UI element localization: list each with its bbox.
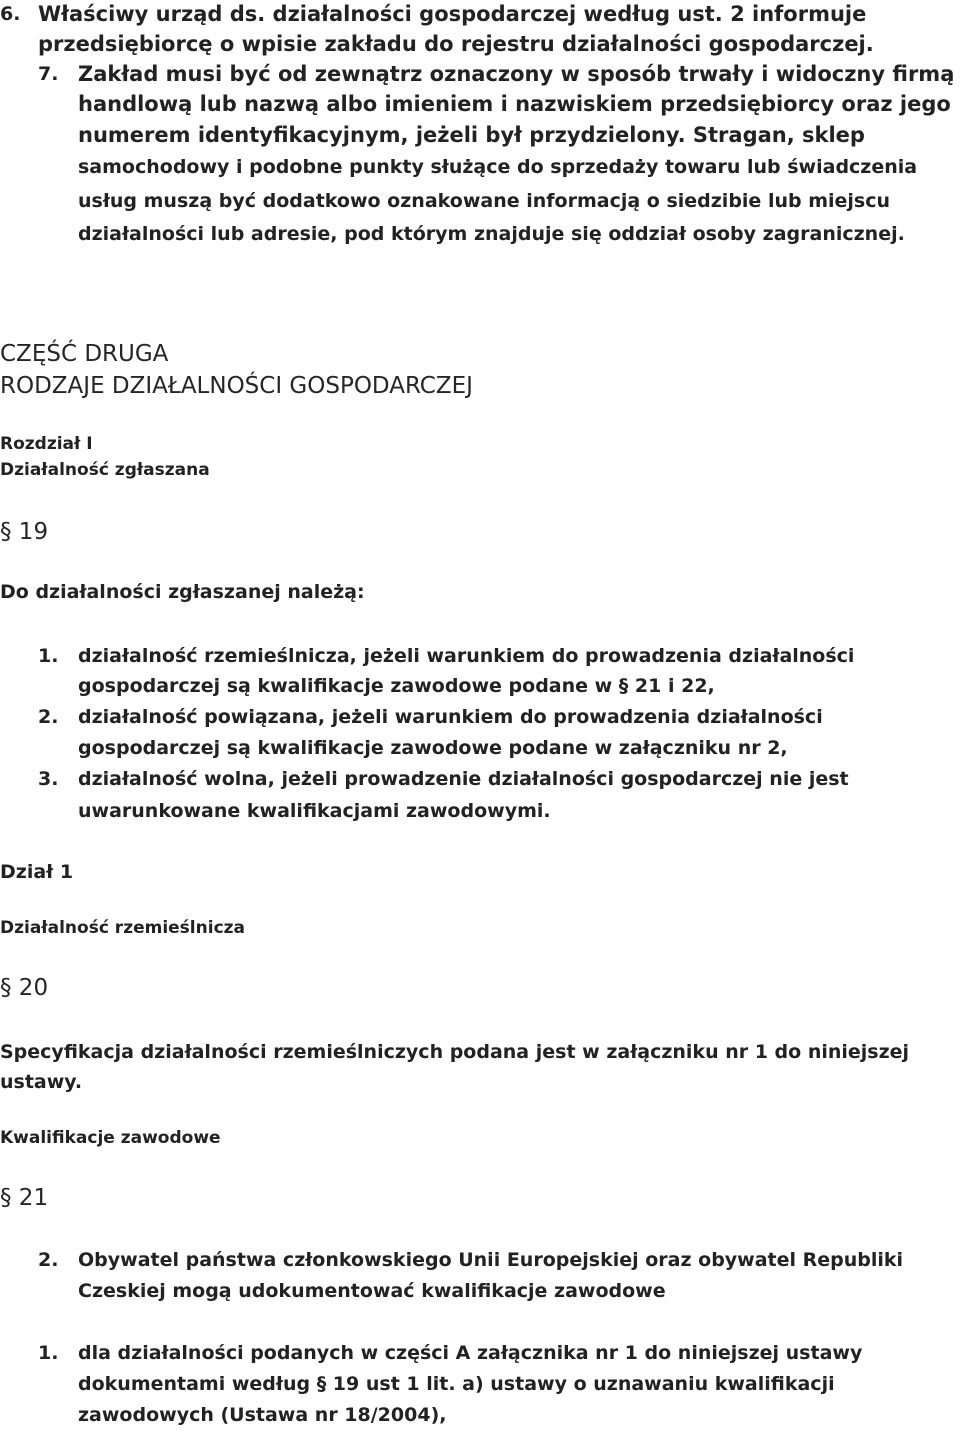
- section-21-item-2-line-2: Czeskiej mogą udokumentować kwalifikacje zawodowe: [78, 1280, 666, 1302]
- part-title: CZĘŚĆ DRUGA: [0, 341, 169, 367]
- item-7-line-5: usług muszą być dodatkowo oznakowane informacją o siedzibie lub miejscu: [78, 190, 890, 212]
- item-6-line-2: przedsiębiorcę o wpisie zakładu do rejestru działalności gospodarczej.: [38, 32, 874, 56]
- part-subtitle: RODZAJE DZIAŁALNOŚCI GOSPODARCZEJ: [0, 373, 473, 399]
- section-19-item-2-line-1: działalność powiązana, jeżeli warunkiem do prowadzenia działalności: [78, 706, 823, 728]
- section-21-label: § 21: [0, 1185, 49, 1211]
- section-19-item-1-number: 1.: [38, 645, 59, 667]
- item-7-number: 7.: [38, 63, 59, 85]
- section-21-item-1-number: 1.: [38, 1342, 59, 1364]
- section-19-lead: Do działalności zgłaszanej należą:: [0, 581, 365, 603]
- item-6-line-1: Właściwy urząd ds. działalności gospodarczej według ust. 2 informuje: [38, 2, 867, 26]
- section-19-label: § 19: [0, 519, 49, 545]
- section-20-label: § 20: [0, 975, 49, 1001]
- section-21-item-1-line-2: dokumentami według § 19 ust 1 lit. a) ustawy o uznawaniu kwalifikacji: [78, 1373, 835, 1395]
- section-21-item-1-line-1: dla działalności podanych w części A załącznika nr 1 do niniejszej ustawy: [78, 1342, 863, 1364]
- qualifications-title: Kwalifikacje zawodowe: [0, 1128, 221, 1148]
- section-19-item-3-line-2: uwarunkowane kwalifikacjami zawodowymi.: [78, 800, 551, 822]
- item-7-line-4: samochodowy i podobne punkty służące do sprzedaży towaru lub świadczenia: [78, 156, 918, 178]
- item-7-line-1: Zakład musi być od zewnątrz oznaczony w sposób trwały i widoczny firmą: [78, 62, 955, 86]
- section-21-item-1-line-3: zawodowych (Ustawa nr 18/2004),: [78, 1404, 447, 1426]
- section-19-item-2-line-2: gospodarczej są kwalifikacje zawodowe podane w załączniku nr 2,: [78, 737, 788, 759]
- item-7-line-2: handlową lub nazwą albo imieniem i nazwiskiem przedsiębiorcy oraz jego: [78, 92, 951, 116]
- item-7-line-3: numerem identyfikacyjnym, jeżeli był przydzielony. Stragan, sklep: [78, 123, 865, 147]
- section-20-line-2: ustawy.: [0, 1071, 83, 1093]
- division-subtitle: Działalność rzemieślnicza: [0, 918, 246, 938]
- item-6-number: 6.: [0, 3, 21, 25]
- section-19-item-1-line-2: gospodarczej są kwalifikacje zawodowe podane w § 21 i 22,: [78, 675, 715, 697]
- section-19-item-3-number: 3.: [38, 768, 59, 790]
- section-19-item-2-number: 2.: [38, 706, 59, 728]
- section-21-item-2-line-1: Obywatel państwa członkowskiego Unii Europejskiej oraz obywatel Republiki: [78, 1249, 904, 1271]
- item-7-line-6: działalności lub adresie, pod którym znajduje się oddział osoby zagranicznej.: [78, 223, 905, 245]
- section-19-item-3-line-1: działalność wolna, jeżeli prowadzenie działalności gospodarczej nie jest: [78, 768, 849, 790]
- division-title: Dział 1: [0, 861, 74, 883]
- section-20-line-1: Specyfikacja działalności rzemieślniczych podana jest w załączniku nr 1 do niniejszej: [0, 1041, 910, 1063]
- chapter-title: Rozdział I: [0, 434, 93, 454]
- section-19-item-1-line-1: działalność rzemieślnicza, jeżeli warunkiem do prowadzenia działalności: [78, 645, 855, 667]
- chapter-subtitle: Działalność zgłaszana: [0, 460, 210, 480]
- section-21-item-2-number: 2.: [38, 1249, 59, 1271]
